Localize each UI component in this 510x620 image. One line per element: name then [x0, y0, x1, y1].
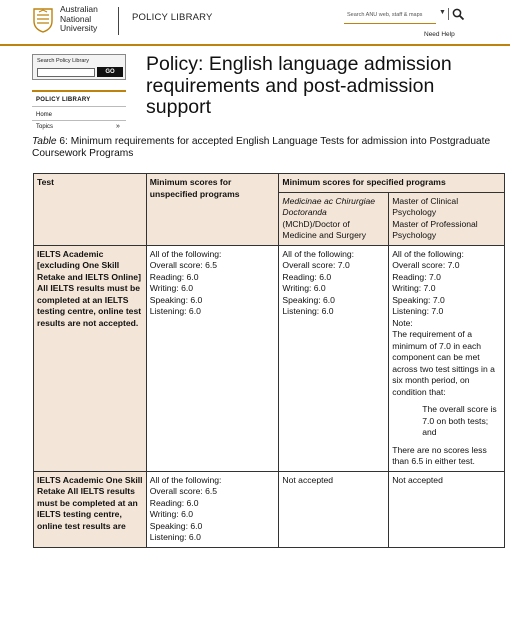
search-separator [448, 8, 449, 20]
subheader-mchd [279, 192, 389, 245]
mchd-scores-cell: Not accepted [279, 471, 389, 547]
sidebar-divider [32, 106, 126, 107]
score-line: Writing: 6.0 [282, 283, 326, 293]
sidebar-divider [32, 120, 126, 121]
score-line: Reading: 6.0 [149, 497, 199, 508]
policy-search-go-button[interactable]: GO [97, 67, 123, 77]
mchd-latin-name: Medicinae ac Chirurgiae Doctoranda [282, 195, 376, 217]
table-caption-text: 6: Minimum requirements for accepted English Language Tests for admission into Postgraduate Coursework Programs [32, 136, 491, 159]
subheader-psychology [389, 192, 505, 245]
site-header [0, 0, 510, 46]
sidebar-item-topics[interactable]: Topics [36, 124, 54, 130]
score-line: Reading: 7.0 [392, 271, 441, 282]
test-name-cell: IELTS Academic One Skill Retake All IELTS results must be completed at an IELTS testing centre, online test results are [34, 471, 147, 547]
site-search-input[interactable]: Search ANU web, staff & maps [344, 8, 436, 24]
anu-crest-icon[interactable] [32, 7, 54, 33]
note-label: Note: [392, 317, 413, 328]
policy-search-input[interactable] [37, 68, 95, 77]
score-line: Overall score: 6.5 [149, 260, 218, 270]
header-gold-rule [0, 44, 510, 46]
score-line: Writing: 6.0 [149, 283, 194, 293]
score-line: All of the following: [392, 248, 464, 259]
score-line: Writing: 6.0 [149, 509, 194, 519]
table-caption-label: Table [32, 136, 57, 147]
score-line: Speaking: 6.0 [149, 294, 203, 305]
mchd-rest: (MChD)/Doctor of Medicine and Surgery [282, 218, 367, 240]
header-unspecified: Minimum scores for unspecified programs [146, 174, 279, 246]
score-line: Listening: 6.0 [149, 532, 201, 542]
score-line: Reading: 6.0 [149, 271, 199, 282]
table-caption [32, 136, 492, 160]
policy-search-label: Search Policy Library [37, 58, 89, 64]
score-line: All of the following: [149, 474, 222, 485]
sidebar-item-home[interactable]: Home [36, 112, 53, 118]
score-line: Listening: 6.0 [282, 306, 334, 316]
table-row [34, 245, 505, 471]
header-specified: Minimum scores for specified programs [279, 174, 505, 193]
score-line: Overall score: 7.0 [392, 260, 460, 270]
subheader-psych-line: Master of Clinical Psychology [392, 195, 459, 217]
score-line: Overall score: 7.0 [282, 260, 350, 270]
score-line: Listening: 7.0 [392, 306, 444, 316]
unspecified-scores-cell [146, 245, 279, 471]
score-line: Speaking: 6.0 [282, 294, 335, 305]
chevron-right-icon[interactable]: » [116, 123, 120, 130]
psychology-scores-cell [389, 245, 505, 471]
score-line: Speaking: 7.0 [392, 294, 445, 305]
page-title: Policy: English language admission requirements and post-admission support [146, 53, 452, 118]
note-text: The requirement of a minimum of 7.0 in each component can be met across two test sittings in a six month period, on condition that: [392, 329, 495, 397]
table-header-row [34, 174, 505, 193]
score-line: All of the following: [282, 248, 355, 259]
note-condition: There are no scores less than 6.5 in either test. [392, 444, 487, 466]
subheader-psych-line: Master of Professional Psychology [392, 218, 478, 240]
score-line: Overall score: 6.5 [149, 486, 218, 496]
psychology-scores-cell: Not accepted [389, 471, 505, 547]
score-line: Writing: 7.0 [392, 283, 436, 293]
score-line: Listening: 6.0 [149, 306, 201, 316]
mchd-scores-cell [279, 245, 389, 471]
anu-logo-text[interactable]: Australian National University [60, 4, 98, 33]
note-condition: The overall score is 7.0 on both tests; and [422, 404, 497, 437]
policy-search-panel [32, 54, 126, 80]
need-help-link[interactable]: Need Help [424, 31, 455, 38]
score-line: All of the following: [149, 248, 222, 259]
score-line: Speaking: 6.0 [149, 520, 203, 531]
score-line: Reading: 6.0 [282, 271, 332, 282]
test-name-cell: IELTS Academic [excluding One Skill Retake and IELTS Online] All IELTS results must be completed at an IELTS testing centre, online test results are not accepted. [34, 245, 147, 471]
header-test: Test [34, 174, 147, 246]
table-row [34, 471, 505, 547]
search-scope-dropdown[interactable]: ▼ [439, 9, 446, 16]
logo-divider [118, 7, 119, 35]
sidebar-gold-rule [32, 90, 126, 92]
requirements-table [33, 173, 505, 548]
unspecified-scores-cell [146, 471, 279, 547]
sidebar-heading: POLICY LIBRARY [36, 97, 91, 103]
site-title[interactable]: POLICY LIBRARY [132, 12, 213, 23]
search-icon[interactable] [452, 8, 465, 21]
